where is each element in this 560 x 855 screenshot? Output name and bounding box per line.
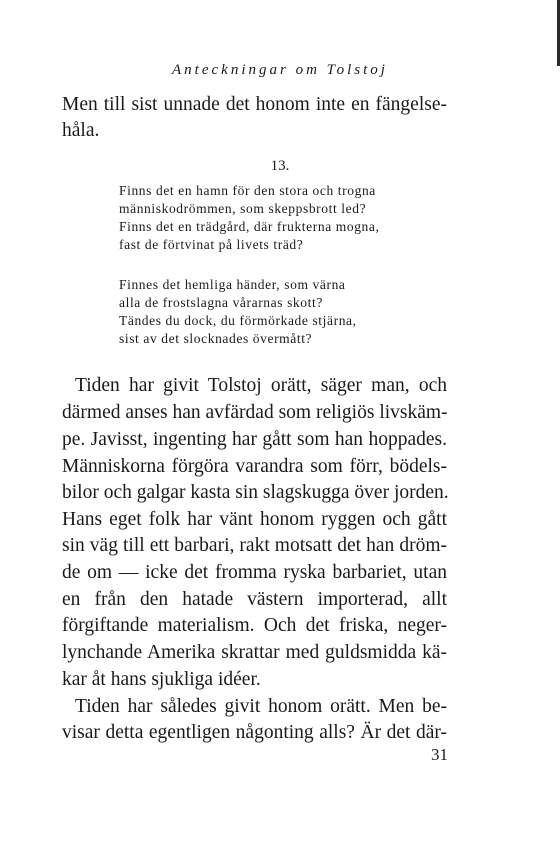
paragraph-line: kar åt hans sjukliga idéer.	[62, 669, 261, 690]
page-number: 31	[431, 745, 448, 764]
poem-line: Finns det en trädgård, där frukterna mogna,	[119, 219, 380, 234]
paragraph-line: visar detta egentligen någonting alls? Är det där-	[62, 722, 447, 743]
paragraph-line: förgiftande materialism. Och det friska, neger-	[62, 615, 447, 636]
poem-line: Finns det en hamn för den stora och trogna	[119, 183, 376, 198]
paragraph-line: lynchande Amerika skrattar med guldsmidda kä-	[62, 642, 447, 663]
opening-line: håla.	[62, 120, 100, 141]
poem-line: fast de förtvinat på livets träd?	[119, 237, 304, 252]
paragraph-line: Tiden har givit Tolstoj orätt, säger man, och	[75, 375, 447, 396]
paragraph-line: Människorna förgöra varandra som förr, bödels-	[62, 456, 447, 477]
poem-line: Finnes det hemliga händer, som värna	[119, 277, 346, 292]
paragraph-line: därmed anses han avfärdad som religiös livskäm-	[62, 402, 448, 423]
paragraph-line: Hans eget folk har vänt honom ryggen och gått	[62, 509, 447, 530]
poem-line: Tändes du dock, du förmörkade stjärna,	[119, 313, 357, 328]
paragraph-line: en från den hatade västern importerad, allt	[62, 589, 447, 610]
section-number: 13.	[270, 158, 290, 174]
poem-line: sist av det slocknades övermått?	[119, 331, 313, 346]
paragraph-line: sin väg till ett barbari, rakt motsatt det han dröm-	[62, 535, 447, 556]
paragraph-line: pe. Javisst, ingenting har gått som han hoppades.	[62, 429, 447, 450]
paragraph-line: Tiden har således givit honom orätt. Men be-	[75, 696, 447, 717]
running-head: Anteckningar om Tolstoj	[172, 62, 388, 78]
opening-line: Men till sist unnade det honom inte en fängelse-	[62, 94, 447, 115]
poem-line: människodrömmen, som skeppsbrott led?	[119, 201, 367, 216]
paragraph-line: bilor och galgar kasta sin slagskugga över jorden.	[62, 482, 449, 503]
poem-line: alla de frostslagna vårarnas skott?	[119, 295, 323, 310]
paragraph-line: de om — icke det fromma ryska barbariet, utan	[62, 562, 447, 583]
